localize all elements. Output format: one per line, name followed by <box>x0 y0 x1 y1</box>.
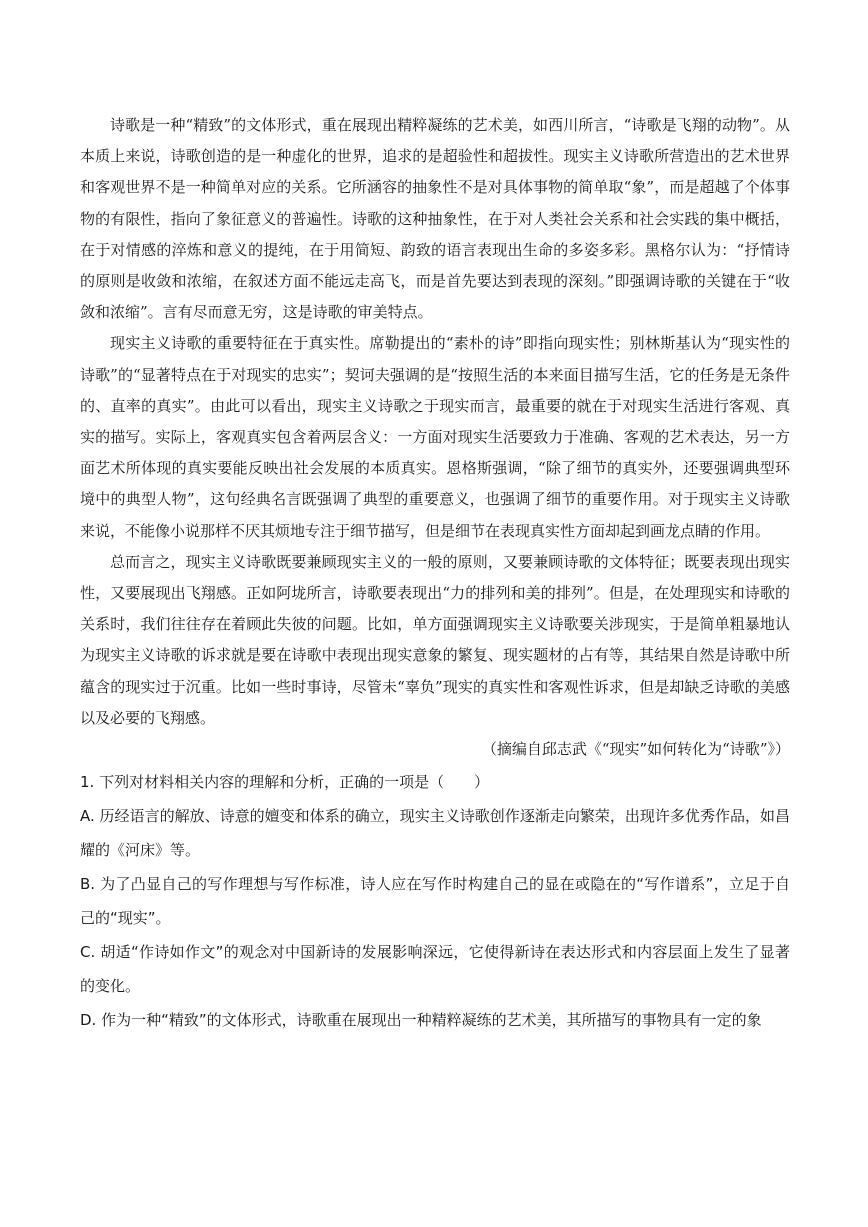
option-d: D. 作为一种“精致”的文体形式，诗歌重在展现出一种精粹凝练的艺术美，其所描写的事物具有一定的象 <box>80 1011 762 1030</box>
option-a: A. 历经语言的解放、诗意的嬗变和体系的确立，现实主义诗歌创作逐渐走向繁荣，出现许多优秀作品，如昌耀的《河床》等。 <box>80 807 790 860</box>
question-stem: 1. 下列对材料相关内容的理解和分析，正确的一项是（ ） <box>80 773 490 792</box>
article-source: （摘编自邱志武《“现实”如何转化为“诗歌”》） <box>481 740 790 759</box>
article-paragraph-1: 诗歌是一种“精致”的文体形式，重在展现出精粹凝练的艺术美，如西川所言，“诗歌是飞翔的动物”。从本质上来说，诗歌创造的是一种虚化的世界，追求的是超验性和超拔性。现实主义诗歌所营造出的艺术世界和客观世界不是一种简单对应的关系。它所涵容的抽象性不是对具体事物的简单取“象”，而是超越了个体事物的有限性，指向了象征意义的普遍性。诗歌的这种抽象性，在于对人类社会关系和社会实践的集中概括，在于对情感的淬炼和意义的提纯，在于用简短、韵致的语言表现出生命的多姿多彩。黑格尔认为：“抒情诗的原则是收敛和浓缩，在叙述方面不能远走高飞，而是首先要达到表现的深刻。”即强调诗歌的关键在于“收敛和浓缩”。言有尽而意无穷，这是诗歌的审美特点。 <box>80 116 790 322</box>
article-paragraph-2: 现实主义诗歌的重要特征在于真实性。席勒提出的“素朴的诗”即指向现实性；别林斯基认为“现实性的诗歌”的“显著特点在于对现实的忠实”；契诃夫强调的是“按照生活的本来面目描写生活，它的任务是无条件的、直率的真实”。由此可以看出，现实主义诗歌之于现实而言，最重要的就在于对现实生活进行客观、真实的描写。实际上，客观真实包含着两层含义：一方面对现实生活要致力于准确、客观的艺术表达，另一方面艺术所体现的真实要能反映出社会发展的本质真实。恩格斯强调，“除了细节的真实外，还要强调典型环境中的典型人物”，这句经典名言既强调了典型的重要意义，也强调了细节的重要作用。对于现实主义诗歌来说，不能像小说那样不厌其烦地专注于细节描写，但是细节在表现真实性方面却起到画龙点睛的作用。 <box>80 334 790 540</box>
option-b: B. 为了凸显自己的写作理想与写作标准，诗人应在写作时构建自己的显在或隐在的“写作谱系”，立足于自己的“现实”。 <box>80 875 790 928</box>
option-c: C. 胡适“作诗如作文”的观念对中国新诗的发展影响深远，它使得新诗在表达形式和内容层面上发生了显著的变化。 <box>80 943 790 996</box>
article-paragraph-3: 总而言之，现实主义诗歌既要兼顾现实主义的一般的原则，又要兼顾诗歌的文体特征；既要表现出现实性，又要展现出飞翔感。正如阿垅所言，诗歌要表现出“力的排列和美的排列”。但是，在处理现实和诗歌的关系时，我们往往存在着顾此失彼的问题。比如，单方面强调现实主义诗歌要关涉现实，于是简单粗暴地认为现实主义诗歌的诉求就是要在诗歌中表现出现实意象的繁复、现实题材的占有等，其结果自然是诗歌中所蕴含的现实过于沉重。比如一些时事诗，尽管未“辜负”现实的真实性和客观性诉求，但是却缺乏诗歌的美感以及必要的飞翔感。 <box>80 552 790 727</box>
content-area <box>80 110 790 1037</box>
